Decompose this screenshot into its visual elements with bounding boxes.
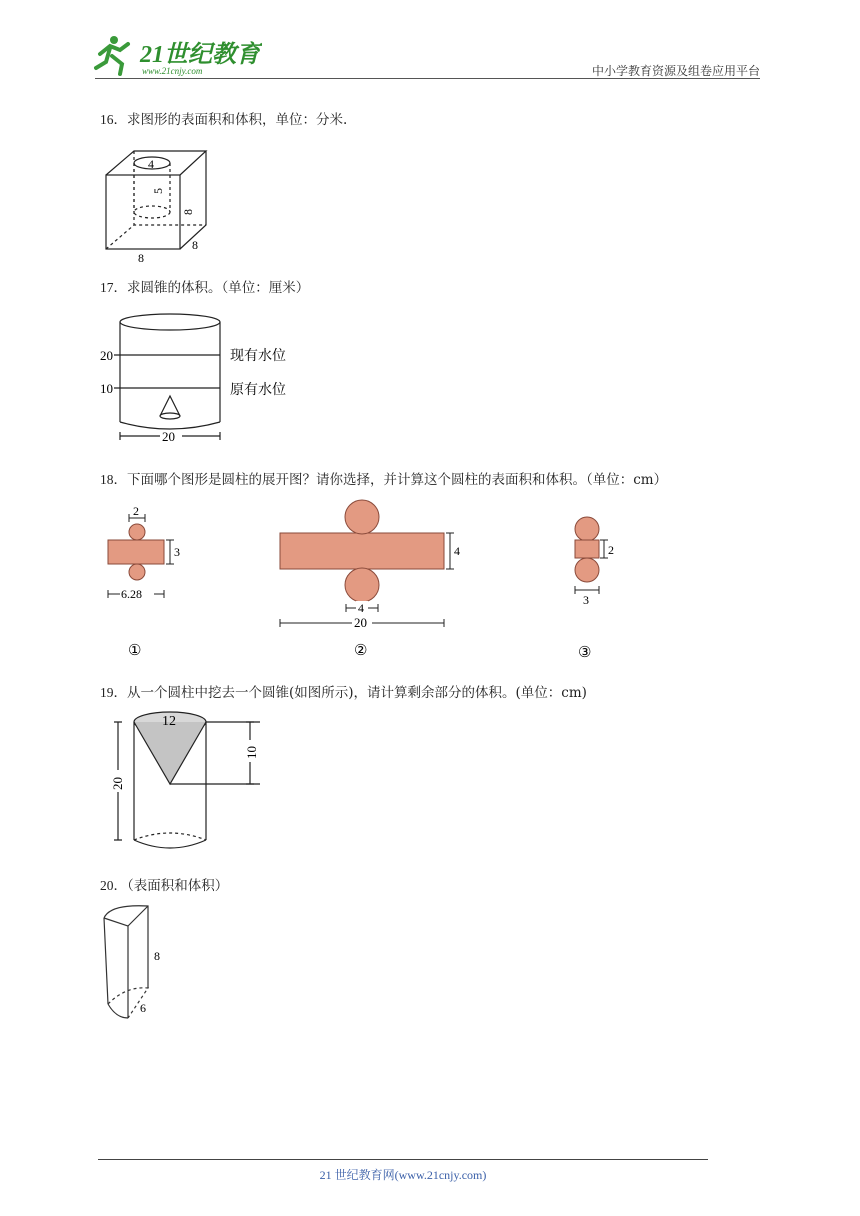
q19-cylinder-figure xyxy=(100,708,270,860)
question-18: 18．下面哪个图形是圆柱的展开图？请你选择，并计算这个圆柱的表面积和体积。（单位：cm） xyxy=(100,472,668,488)
question-19: 19．从一个圆柱中挖去一个圆锥(如图所示)，请计算剩余部分的体积。(单位：cm) xyxy=(100,685,587,701)
footer-text: 21 世纪教育网(www.21cnjy.com) xyxy=(319,1168,487,1182)
logo-url: www.21cnjy.com xyxy=(142,66,203,76)
q18-f1-h: 3 xyxy=(174,545,180,559)
q18-net-figure-3 xyxy=(560,510,630,662)
q16-label-height: 8 xyxy=(181,209,195,215)
q20-label-d: 6 xyxy=(140,1001,146,1015)
question-16: 16．求图形的表面积和体积，单位：分米. xyxy=(100,112,348,128)
q19-label-d: 12 xyxy=(162,714,176,729)
q18-net-figure-1 xyxy=(100,502,200,662)
q18-f1-d: 2 xyxy=(133,504,139,518)
runner-icon xyxy=(96,36,128,74)
q18-f3-h: 2 xyxy=(608,543,614,557)
q17-cylinder-figure xyxy=(98,308,308,448)
q18-f2-tag: ② xyxy=(354,643,368,659)
logo-text: 21世纪教育 xyxy=(140,42,260,68)
q16-label-top: 4 xyxy=(148,157,154,171)
q20-label-h: 8 xyxy=(154,949,160,963)
q20-half-cylinder-figure xyxy=(98,900,178,1022)
q18-f2-len: 20 xyxy=(354,615,367,630)
q18-f3-tag: ③ xyxy=(578,645,592,661)
header-platform-text: 中小学教育资源及组卷应用平台 xyxy=(591,64,760,78)
q18-f1-tag: ① xyxy=(128,643,142,659)
q18-f3-w: 3 xyxy=(583,593,589,607)
q16-label-depth: 8 xyxy=(192,238,198,252)
q16-cube-figure xyxy=(98,145,218,265)
q18-net-figure-2 xyxy=(270,495,480,663)
q17-mark-20: 20 xyxy=(100,348,113,363)
q19-label-h: 20 xyxy=(110,777,125,790)
q16-label-inner: 5 xyxy=(151,188,165,194)
q17-orig-level: 原有水位 xyxy=(230,383,286,398)
footer-divider xyxy=(98,1159,708,1160)
question-17: 17．求圆锥的体积。（单位：厘米） xyxy=(100,280,310,296)
q16-label-width: 8 xyxy=(138,251,144,265)
q18-f2-h: 4 xyxy=(454,544,460,558)
q17-now-level: 现有水位 xyxy=(230,349,286,364)
q18-f1-len: 6.28 xyxy=(121,587,142,601)
q19-label-cone-h: 10 xyxy=(244,746,259,759)
header-divider xyxy=(95,78,760,79)
question-20: 20．（表面积和体积） xyxy=(100,878,229,894)
q17-diameter: 20 xyxy=(162,429,175,444)
q18-f2-d: 4 xyxy=(358,601,364,615)
site-logo xyxy=(92,32,262,80)
q17-mark-10: 10 xyxy=(100,381,113,396)
